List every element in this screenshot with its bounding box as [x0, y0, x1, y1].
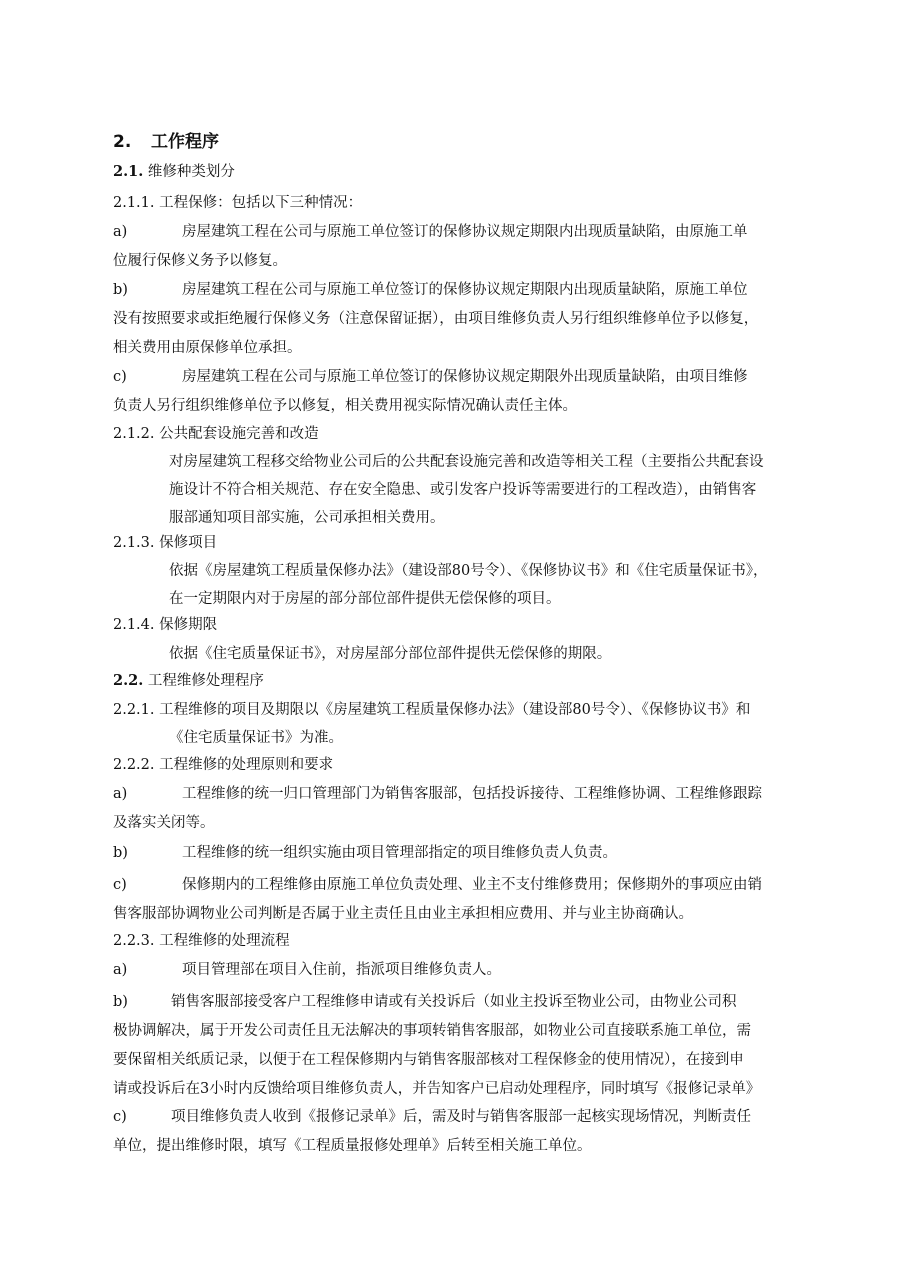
list-text: 保修期内的工程维修由原施工单位负责处理、业主不支付维修费用；保修期外的事项应由销 [182, 877, 762, 893]
list-text: 工程维修的统一归口管理部门为销售客服部，包括投诉接待、工程维修协调、工程维修跟踪 [182, 786, 762, 802]
subsection-2-1 [113, 162, 235, 182]
list-item-c-2 [113, 875, 762, 895]
list-item-b-1 [113, 280, 748, 300]
list-label: a) [113, 786, 128, 802]
list-label: c) [113, 369, 127, 385]
clause-title: 公共配套设施完善和改造 [159, 426, 319, 442]
subsection-title: 工程维修处理程序 [147, 673, 264, 689]
subsection-title: 维修种类划分 [147, 164, 235, 180]
subsection-number: 2.1. [113, 163, 144, 180]
clause-2-2-2 [113, 755, 333, 775]
list-item-c-3 [113, 1107, 751, 1127]
clause-number: 2.2.2. [113, 757, 155, 773]
clause-number: 2.2.3. [113, 933, 155, 949]
section-heading [113, 132, 219, 152]
clause-text: 工程维修的项目及期限以《房屋建筑工程质量保修办法》（建设部80号令）、《保修协议书》和 [159, 702, 751, 718]
section-title: 工作程序 [151, 132, 219, 152]
clause-title: 工程维修的处理原则和要求 [159, 757, 334, 773]
clause-number: 2.1.4. [113, 617, 155, 633]
clause-2-1-1 [113, 193, 362, 213]
list-item-a-3 [113, 960, 501, 980]
list-item-c-1-cont: 负责人另行组织维修单位予以修复，相关费用视实际情况确认责任主体。 [113, 398, 577, 414]
clause-2-1-2-body: 施设计不符合相关规范、存在安全隐患、或引发客户投诉等需要进行的工程改造），由销售客 [169, 482, 757, 498]
list-item-b-3-cont2: 要保留相关纸质记录，以便于在工程保修期内与销售客服部核对工程保修金的使用情况），在接到申 [113, 1052, 744, 1068]
list-item-a-1-cont: 位履行保修义务予以修复。 [113, 253, 287, 269]
clause-number: 2.2.1. [113, 702, 155, 718]
clause-number: 2.1.2. [113, 426, 155, 442]
clause-2-2-3 [113, 931, 290, 951]
clause-title: 保修期限 [159, 617, 218, 633]
list-label: b) [113, 282, 128, 298]
list-text: 工程维修的统一组织实施由项目管理部指定的项目维修负责人负责。 [182, 845, 617, 861]
list-item-b-2 [113, 843, 617, 863]
clause-number: 2.1.1. [113, 195, 155, 211]
list-item-c-2-cont: 售客服部协调物业公司判断是否属于业主责任且由业主承担相应费用、并与业主协商确认。 [113, 906, 693, 922]
list-item-c-3-cont: 单位，提出维修时限，填写《工程质量报修处理单》后转至相关施工单位。 [113, 1138, 592, 1154]
clause-2-1-4-body: 依据《住宅质量保证书》，对房屋部分部位部件提供无偿保修的期限。 [169, 646, 612, 662]
subsection-2-2 [113, 671, 264, 691]
list-label: a) [113, 224, 128, 240]
list-text: 房屋建筑工程在公司与原施工单位签订的保修协议规定期限内出现质量缺陷，原施工单位 [182, 282, 748, 298]
list-item-a-2-cont: 及落实关闭等。 [113, 815, 215, 831]
list-text: 房屋建筑工程在公司与原施工单位签订的保修协议规定期限外出现质量缺陷，由项目维修 [182, 369, 748, 385]
list-label: c) [113, 1109, 127, 1125]
list-item-b-3-cont3: 请或投诉后在3小时内反馈给项目维修负责人，并告知客户已启动处理程序，同时填写《报修记录单》 [113, 1081, 761, 1097]
list-text: 房屋建筑工程在公司与原施工单位签订的保修协议规定期限内出现质量缺陷，由原施工单 [182, 224, 748, 240]
list-item-a-1 [113, 222, 748, 242]
list-item-a-2 [113, 784, 762, 804]
subsection-number: 2.2. [113, 672, 144, 689]
clause-title: 工程维修的处理流程 [159, 933, 290, 949]
clause-number: 2.1.3. [113, 535, 155, 551]
clause-2-2-1-cont: 《住宅质量保证书》为准。 [169, 730, 343, 746]
section-number: 2. [113, 132, 132, 152]
list-label: b) [113, 845, 128, 861]
list-item-c-1 [113, 367, 748, 387]
list-label: a) [113, 962, 128, 978]
list-item-b-3 [113, 992, 737, 1012]
list-item-b-1-cont: 没有按照要求或拒绝履行保修义务（注意保留证据），由项目维修负责人另行组织维修单位予以修复， [113, 311, 759, 327]
list-text: 项目管理部在项目入住前，指派项目维修负责人。 [182, 962, 501, 978]
clause-2-1-3 [113, 533, 217, 553]
clause-title: 工程保修：包括以下三种情况： [159, 195, 363, 211]
list-item-b-1-cont2: 相关费用由原保修单位承担。 [113, 340, 302, 356]
list-text: 项目维修负责人收到《报修记录单》后，需及时与销售客服部一起核实现场情况，判断责任 [171, 1109, 751, 1125]
clause-2-1-4 [113, 615, 217, 635]
list-text: 销售客服部接受客户工程维修申请或有关投诉后（如业主投诉至物业公司，由物业公司积 [171, 994, 737, 1010]
clause-2-1-3-body: 依据《房屋建筑工程质量保修办法》（建设部80号令）、《保修协议书》和《住宅质量保证书》， [169, 563, 768, 579]
list-label: b) [113, 994, 128, 1010]
clause-2-1-3-body: 在一定期限内对于房屋的部分部位部件提供无偿保修的项目。 [169, 591, 561, 607]
clause-2-1-2 [113, 424, 319, 444]
clause-title: 保修项目 [159, 535, 218, 551]
clause-2-1-2-body: 对房屋建筑工程移交给物业公司后的公共配套设施完善和改造等相关工程（主要指公共配套设 [169, 454, 764, 470]
clause-2-2-1 [113, 700, 750, 720]
list-label: c) [113, 877, 127, 893]
list-item-b-3-cont: 极协调解决，属于开发公司责任且无法解决的事项转销售客服部，如物业公司直接联系施工单位，需 [113, 1023, 751, 1039]
clause-2-1-2-body: 服部通知项目部实施，公司承担相关费用。 [169, 510, 445, 526]
